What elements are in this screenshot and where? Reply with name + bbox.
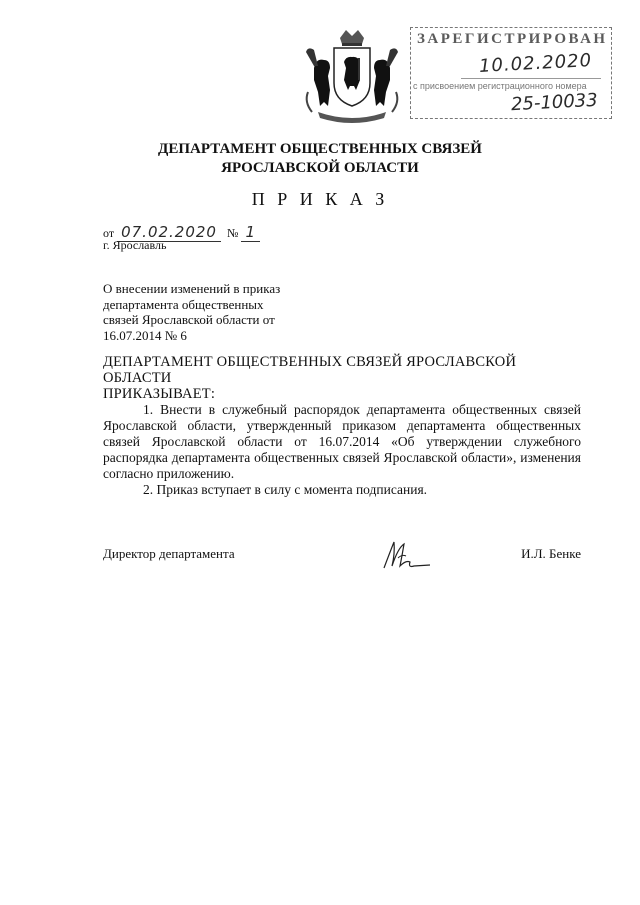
coat-of-arms-icon xyxy=(300,28,404,126)
order-city: г. Ярославль xyxy=(103,238,167,252)
stamp-date: 10.02.2020 xyxy=(478,50,593,77)
stamp-registration-number: 25-10033 xyxy=(510,89,599,116)
body-heading-line1: ДЕПАРТАМЕНТ ОБЩЕСТВЕННЫХ СВЯЗЕЙ ЯРОСЛАВСКОЙ ОБЛАСТИ xyxy=(103,354,517,386)
stamp-date-underline xyxy=(461,78,601,79)
signer-name: И.Л. Бенке xyxy=(521,546,581,561)
subject-line: департамента общественных xyxy=(103,296,264,312)
handwritten-signature xyxy=(380,538,435,572)
order-body xyxy=(103,354,581,498)
order-subject xyxy=(103,281,333,343)
subject-line: О внесении изменений в приказ xyxy=(103,281,281,296)
order-date: 07.02.2020 xyxy=(121,223,217,241)
number-label: № xyxy=(226,226,239,240)
registration-stamp xyxy=(410,27,612,119)
subject-line: 16.07.2014 № 6 xyxy=(103,327,187,343)
from-label: от xyxy=(103,226,115,240)
order-number: 1 xyxy=(245,223,256,241)
paragraph-2: 2. Приказ вступает в силу с момента подписания. xyxy=(143,482,428,497)
subject-line: связей Ярославской области от xyxy=(103,312,275,327)
stamp-caption: с присвоением регистрационного номера xyxy=(413,81,587,91)
signer-role: Директор департамента xyxy=(103,546,235,561)
stamp-title: ЗАРЕГИСТРИРОВАН xyxy=(417,31,608,47)
body-heading-line2: ПРИКАЗЫВАЕТ: xyxy=(103,386,216,402)
paragraph-1: 1. Внести в служебный распорядок департамента общественных связей Ярославской области, утвержденный приказом департамента общественных связей Ярославской области от 16.07.2014 «Об утверждении служебного распорядка департамента общественных связей Ярославской области», изменения согласно приложению. xyxy=(103,402,581,481)
document-title: П Р И К А З xyxy=(251,189,389,209)
department-name-line1: ДЕПАРТАМЕНТ ОБЩЕСТВЕННЫХ СВЯЗЕЙ xyxy=(158,141,482,157)
department-name-line2: ЯРОСЛАВСКОЙ ОБЛАСТИ xyxy=(221,160,419,176)
